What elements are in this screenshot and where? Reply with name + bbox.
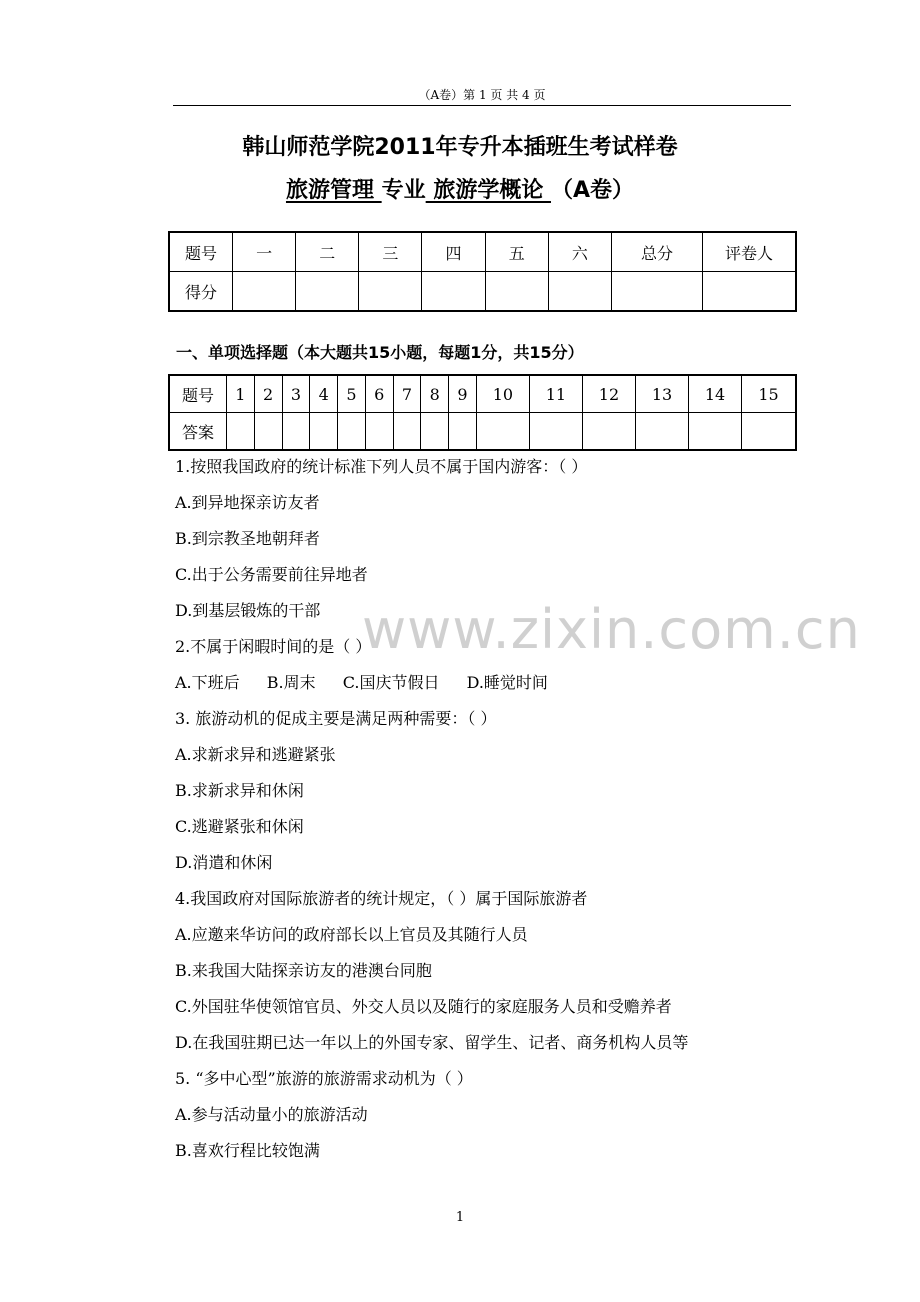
question-number-cell: 10 bbox=[476, 375, 529, 413]
question-stem: 2.不属于闲暇时间的是（ ） bbox=[175, 637, 372, 656]
section-heading: 一、单项选择题（本大题共15小题，每题1分，共15分） bbox=[176, 343, 584, 362]
question-stem: 1.按照我国政府的统计标准下列人员不属于国内游客：（ ） bbox=[175, 457, 588, 476]
question-number-cell: 1 bbox=[227, 375, 255, 413]
major-name: 旅游管理 bbox=[285, 178, 382, 203]
option-line: B.来我国大陆探亲访友的港澳台同胞 bbox=[175, 961, 432, 980]
question-number-cell: 2 bbox=[254, 375, 282, 413]
score-table-header-row bbox=[169, 232, 796, 272]
score-header-cell: 三 bbox=[359, 232, 422, 272]
exam-title: 韩山师范学院2011年专升本插班生考试样卷 bbox=[242, 135, 678, 160]
option-line: C.出于公务需要前往异地者 bbox=[175, 565, 368, 584]
option-line: A.到异地探亲访友者 bbox=[175, 493, 320, 512]
question-stem: 3. 旅游动机的促成主要是满足两种需要：（ ） bbox=[175, 709, 497, 728]
score-header-cell: 总分 bbox=[612, 232, 703, 272]
option-line: A.求新求异和逃避紧张 bbox=[175, 745, 336, 764]
question-number-cell: 9 bbox=[449, 375, 477, 413]
answer-cell bbox=[635, 413, 688, 451]
option-line: B.求新求异和休闲 bbox=[175, 781, 304, 800]
score-cell bbox=[548, 272, 611, 312]
answer-table bbox=[168, 374, 797, 451]
answer-row-label: 答案 bbox=[169, 413, 227, 451]
score-header-cell: 六 bbox=[548, 232, 611, 272]
option-inline: C.国庆节假日 bbox=[342, 673, 440, 692]
question-number-cell: 13 bbox=[635, 375, 688, 413]
score-header-cell: 一 bbox=[233, 232, 296, 272]
inline-options bbox=[175, 668, 795, 704]
option-line: D.消遣和休闲 bbox=[175, 853, 273, 872]
option-inline: D.睡觉时间 bbox=[466, 673, 548, 692]
answer-cell bbox=[476, 413, 529, 451]
answer-cell bbox=[742, 413, 796, 451]
question-stem: 4.我国政府对国际旅游者的统计规定，（ ）属于国际旅游者 bbox=[175, 889, 588, 908]
answer-cell bbox=[421, 413, 449, 451]
option-line: A.参与活动量小的旅游活动 bbox=[175, 1105, 368, 1124]
question-number-cell: 8 bbox=[421, 375, 449, 413]
page-header: （A卷）第 1 页 共 4 页 bbox=[418, 88, 546, 102]
question-stem: 5. “多中心型”旅游的旅游需求动机为（ ） bbox=[175, 1069, 473, 1088]
score-header-cell: 二 bbox=[296, 232, 359, 272]
answer-cell bbox=[338, 413, 366, 451]
answer-cell bbox=[689, 413, 742, 451]
score-cell bbox=[612, 272, 703, 312]
question-number-cell: 6 bbox=[365, 375, 393, 413]
question-list bbox=[175, 452, 795, 1172]
score-cell bbox=[359, 272, 422, 312]
score-header-cell: 评卷人 bbox=[703, 232, 797, 272]
question-number-cell: 12 bbox=[582, 375, 635, 413]
score-header-cell: 四 bbox=[422, 232, 485, 272]
question-number-cell: 3 bbox=[282, 375, 310, 413]
option-line: B.喜欢行程比较饱满 bbox=[175, 1141, 320, 1160]
question-number-cell: 11 bbox=[529, 375, 582, 413]
option-line: B.到宗教圣地朝拜者 bbox=[175, 529, 320, 548]
option-inline: A.下班后 bbox=[175, 673, 240, 692]
answer-row-label: 题号 bbox=[169, 375, 227, 413]
answer-cell bbox=[227, 413, 255, 451]
answer-table-answer-row bbox=[169, 413, 796, 451]
answer-cell bbox=[282, 413, 310, 451]
course-name: 旅游学概论 bbox=[425, 178, 551, 203]
answer-cell bbox=[582, 413, 635, 451]
answer-cell bbox=[310, 413, 338, 451]
score-cell bbox=[233, 272, 296, 312]
score-header-cell: 题号 bbox=[169, 232, 233, 272]
watermark: www.zixin.com.cn bbox=[362, 598, 861, 661]
question-number-cell: 4 bbox=[310, 375, 338, 413]
question-number-cell: 5 bbox=[338, 375, 366, 413]
page-number: 1 bbox=[455, 1210, 465, 1225]
answer-cell bbox=[393, 413, 421, 451]
option-line: D.在我国驻期已达一年以上的外国专家、留学生、记者、商务机构人员等 bbox=[175, 1033, 689, 1052]
option-inline: B.周末 bbox=[266, 673, 316, 692]
question-number-cell: 14 bbox=[689, 375, 742, 413]
score-table-score-row bbox=[169, 272, 796, 312]
answer-cell bbox=[449, 413, 477, 451]
major-suffix: 专业 bbox=[381, 178, 426, 203]
option-line: C.逃避紧张和休闲 bbox=[175, 817, 304, 836]
score-cell bbox=[703, 272, 797, 312]
score-cell bbox=[422, 272, 485, 312]
score-row-label: 得分 bbox=[169, 272, 233, 312]
header-rule bbox=[173, 105, 791, 106]
question-number-cell: 7 bbox=[393, 375, 421, 413]
option-line: A.应邀来华访问的政府部长以上官员及其随行人员 bbox=[175, 925, 528, 944]
score-header-cell: 五 bbox=[485, 232, 548, 272]
exam-subtitle bbox=[0, 173, 920, 204]
option-line: D.到基层锻炼的干部 bbox=[175, 601, 321, 620]
score-cell bbox=[296, 272, 359, 312]
paper-label: （A卷） bbox=[550, 178, 635, 203]
answer-table-number-row bbox=[169, 375, 796, 413]
option-line: C.外国驻华使领馆官员、外交人员以及随行的家庭服务人员和受赡养者 bbox=[175, 997, 672, 1016]
score-cell bbox=[485, 272, 548, 312]
question-number-cell: 15 bbox=[742, 375, 796, 413]
answer-cell bbox=[365, 413, 393, 451]
score-table bbox=[168, 231, 797, 312]
answer-cell bbox=[254, 413, 282, 451]
answer-cell bbox=[529, 413, 582, 451]
